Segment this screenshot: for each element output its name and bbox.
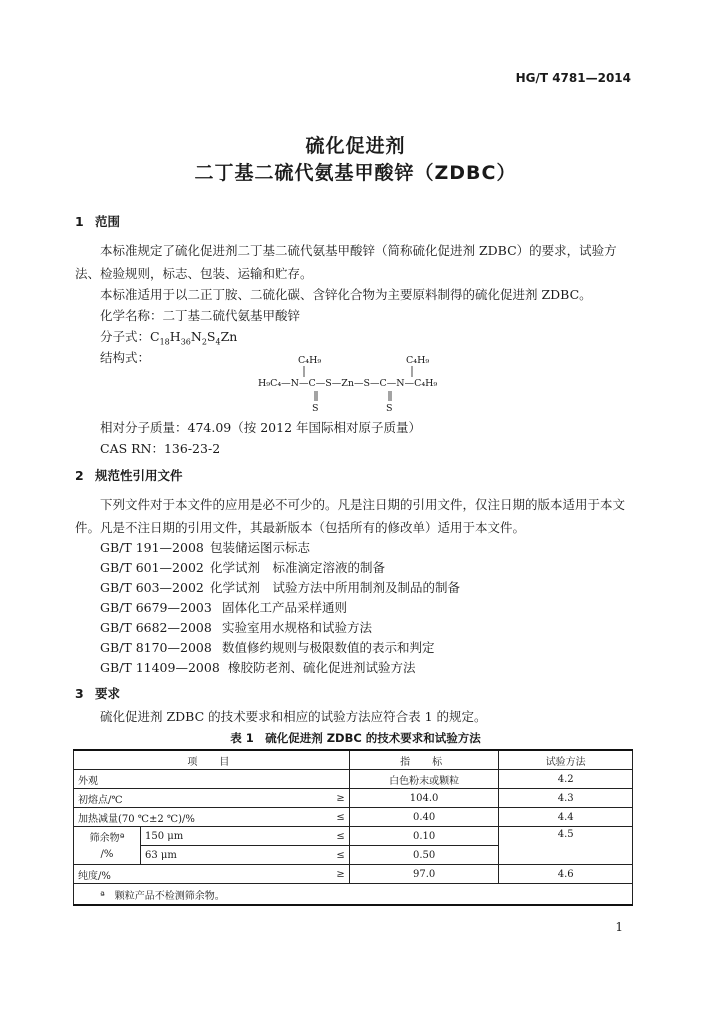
row-value: 97.0 — [349, 865, 499, 884]
section-number: 1 — [75, 214, 84, 229]
sieve-label: 筛余物ª — [74, 827, 141, 846]
requirements-table — [73, 749, 633, 906]
structure-label: 结构式： — [100, 350, 151, 365]
row-name: 加热减量(70 ℃±2 ℃)/% — [74, 808, 322, 827]
row-name: 初熔点/℃ — [74, 789, 322, 808]
row-value: 104.0 — [349, 789, 499, 808]
standard-number: HG/T 4781—2014 — [515, 71, 631, 85]
row-value: 0.50 — [349, 846, 499, 865]
table-row — [74, 770, 633, 789]
sec1-para2: 本标准适用于以二正丁胺、二硫化碳、含锌化合物为主要原料制得的硫化促进剂 ZDBC。 — [100, 287, 592, 302]
table-header-row — [74, 750, 633, 770]
formula-zn: Zn — [220, 329, 238, 344]
sec1-para1: 本标准规定了硫化促进剂二丁基二硫代氨基甲酸锌（简称硫化促进剂 ZDBC）的要求，试验方法、检验规则，标志、包装、运输和贮存。 — [75, 243, 617, 281]
formula-h-count: 36 — [180, 337, 191, 347]
ref-item — [100, 558, 385, 576]
ref-code: GB/T 8170—2008 — [100, 640, 212, 655]
section-2-heading — [75, 466, 183, 484]
ref-code: GB/T 601—2002 — [100, 560, 204, 575]
structure-main-chain: H₉C₄—N—C—S—Zn—S—C—N—C₄H₉ — [258, 378, 438, 389]
ref-code: GB/T 191—2008 — [100, 540, 204, 555]
chem-name: 化学名称：二丁基二硫代氨基甲酸锌 — [100, 308, 301, 323]
row-symbol: ≤ — [321, 808, 349, 827]
ref-title: 化学试剂 试验方法中所用制剂及制品的制备 — [210, 580, 461, 595]
row-value: 0.10 — [349, 827, 499, 846]
row-method: 4.5 — [499, 827, 633, 865]
structure-top-right: C₄H₉ — [406, 355, 430, 366]
section-title: 要求 — [95, 686, 121, 701]
ref-item — [100, 578, 460, 596]
ref-title: 橡胶防老剂、硫化促进剂试验方法 — [228, 660, 416, 675]
section-title: 规范性引用文件 — [95, 468, 183, 483]
row-name: 纯度/% — [74, 865, 322, 884]
section-title: 范围 — [95, 214, 121, 229]
formula-s: S — [206, 329, 216, 344]
formula-n-count: 2 — [201, 337, 207, 347]
ref-title: 数值修约规则与极限数值的表示和判定 — [222, 640, 435, 655]
ref-item — [100, 638, 435, 656]
row-method: 4.4 — [499, 808, 633, 827]
page-number: 1 — [615, 920, 623, 934]
sieve-mesh: 150 μm — [140, 827, 321, 846]
formula-c-count: 18 — [159, 337, 170, 347]
row-method: 4.6 — [499, 865, 633, 884]
sieve-unit: /% — [74, 846, 141, 865]
table-row — [74, 808, 633, 827]
ref-item — [100, 618, 372, 636]
doc-title-line2: 二丁基二硫代氨基甲酸锌（ZDBC） — [194, 162, 517, 184]
ref-title: 实验室用水规格和试验方法 — [222, 620, 373, 635]
row-method: 4.2 — [499, 770, 633, 789]
table-row — [74, 865, 633, 884]
ref-code: GB/T 11409—2008 — [100, 660, 220, 675]
molecular-formula — [100, 327, 237, 347]
formula-n: N — [190, 329, 202, 344]
row-method: 4.3 — [499, 789, 633, 808]
doc-title-line1: 硫化促进剂 — [305, 135, 406, 157]
table-caption: 表 1 硫化促进剂 ZDBC 的技术要求和试验方法 — [230, 731, 481, 745]
row-symbol: ≥ — [321, 865, 349, 884]
row-value: 0.40 — [349, 808, 499, 827]
formula-s-count: 4 — [215, 337, 221, 347]
cas-number: CAS RN：136-23-2 — [100, 441, 221, 456]
section-1-heading — [75, 212, 120, 230]
structural-formula — [258, 353, 458, 415]
molecular-weight: 相对分子质量：474.09（按 2012 年国际相对原子质量） — [100, 420, 421, 435]
row-symbol: ≤ — [321, 846, 349, 865]
ref-item — [100, 598, 347, 616]
structure-top-left: C₄H₉ — [298, 355, 322, 366]
table-note-row — [74, 884, 633, 906]
row-symbol: ≤ — [321, 827, 349, 846]
ref-item — [100, 658, 416, 676]
section-number: 3 — [75, 686, 84, 701]
sec2-para: 下列文件对于本文件的应用是必不可少的。凡是注日期的引用文件，仅注日期的版本适用于本文件。凡是不注日期的引用文件，其最新版本（包括所有的修改单）适用于本文件。 — [75, 497, 626, 535]
ref-title: 包装储运图示标志 — [210, 540, 311, 555]
ref-title: 化学试剂 标准滴定溶液的制备 — [210, 560, 386, 575]
ref-code: GB/T 603—2002 — [100, 580, 204, 595]
structure-sulfur-left: S — [312, 403, 319, 414]
ref-code: GB/T 6682—2008 — [100, 620, 212, 635]
section-number: 2 — [75, 468, 84, 483]
header-item: 项 目 — [74, 750, 350, 770]
formula-h: H — [169, 329, 181, 344]
row-symbol: ≥ — [321, 789, 349, 808]
ref-item — [100, 538, 310, 556]
formula-label: 分子式： — [100, 329, 151, 344]
header-method: 试验方法 — [499, 750, 633, 770]
formula-c: C — [150, 329, 160, 344]
ref-title: 固体化工产品采样通则 — [222, 600, 348, 615]
table-row — [74, 789, 633, 808]
header-spec: 指 标 — [349, 750, 499, 770]
ref-code: GB/T 6679—2003 — [100, 600, 212, 615]
sieve-mesh: 63 μm — [140, 846, 321, 865]
row-value: 白色粉末或颗粒 — [349, 770, 499, 789]
sec3-para: 硫化促进剂 ZDBC 的技术要求和相应的试验方法应符合表 1 的规定。 — [100, 709, 487, 724]
row-name: 外观 — [74, 770, 350, 789]
table-row — [74, 827, 633, 846]
table-footnote: ª 颗粒产品不检测筛余物。 — [74, 884, 633, 906]
structure-sulfur-right: S — [386, 403, 393, 414]
section-3-heading — [75, 684, 120, 702]
